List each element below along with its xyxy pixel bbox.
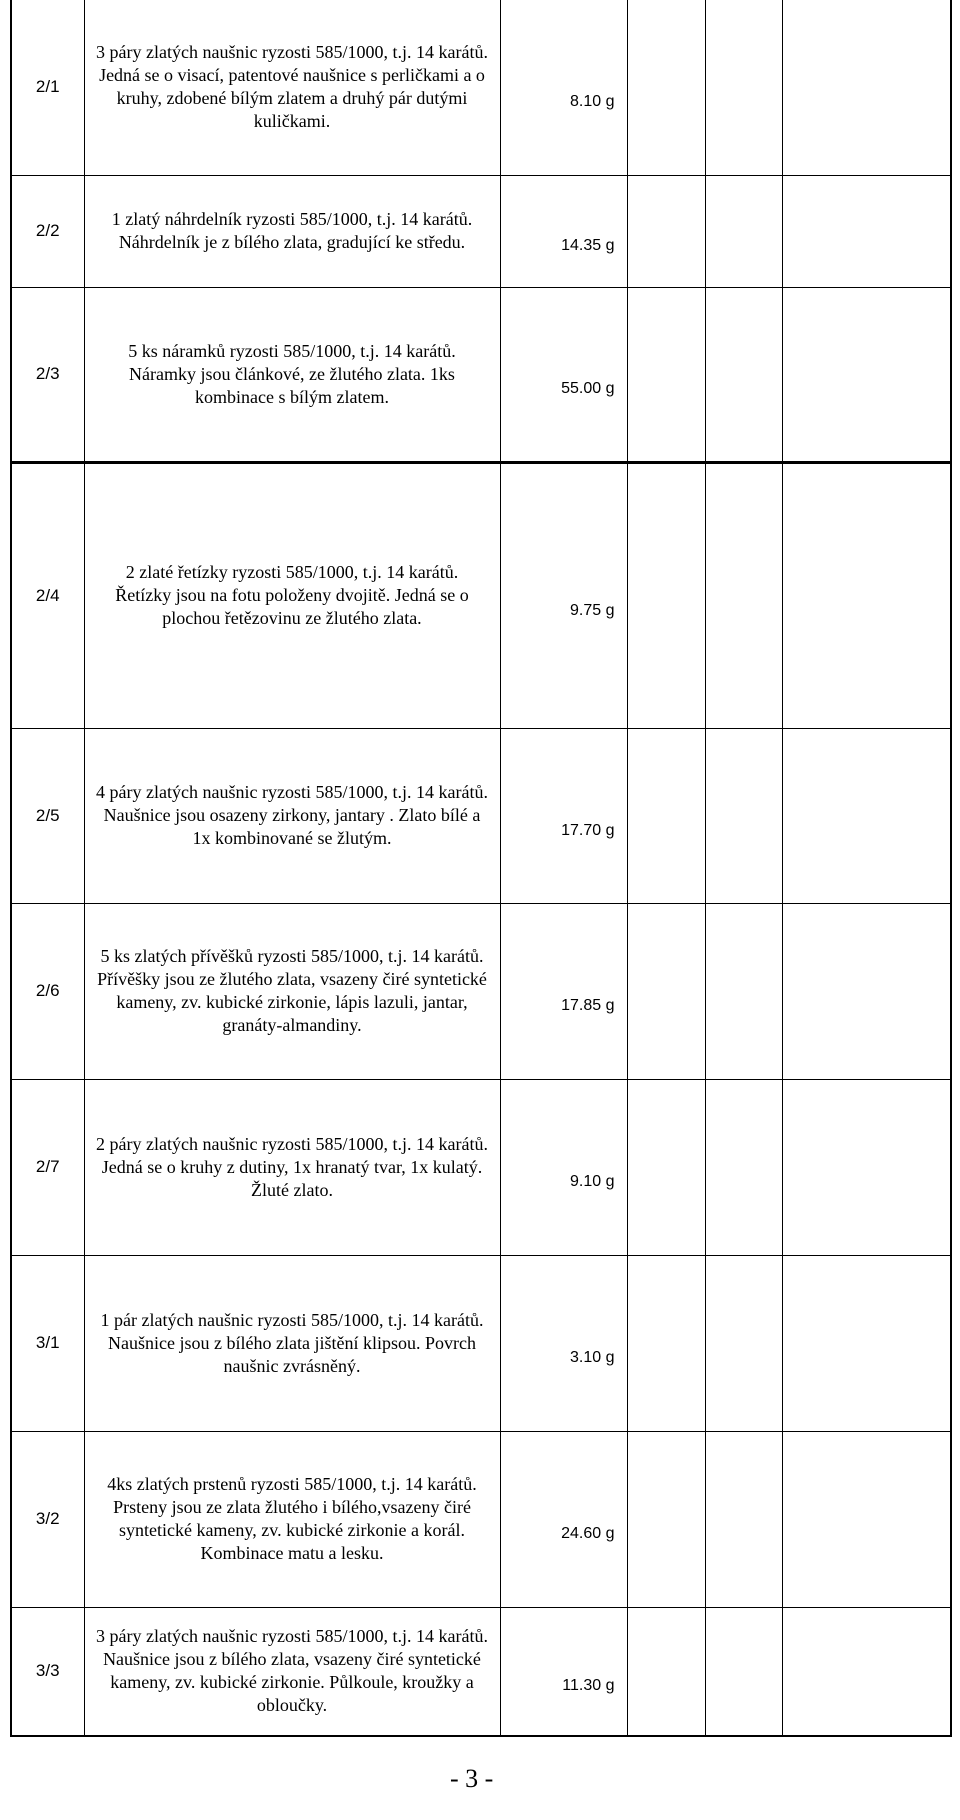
description-line: 5 ks zlatých přívěšků ryzosti 585/1000, t.j. 14 karátů. — [100, 946, 484, 966]
description-line: Naušnice jsou osazeny zirkony, jantary . Zlato bílé a — [103, 805, 481, 825]
item-weight: 3.10 g — [500, 1255, 627, 1431]
empty-cell — [705, 0, 782, 175]
item-id: 2/6 — [11, 903, 84, 1079]
empty-cell — [705, 1607, 782, 1736]
table-row — [11, 728, 951, 903]
table-row — [11, 903, 951, 1079]
empty-cell — [627, 903, 705, 1079]
item-description — [84, 1079, 500, 1255]
empty-cell — [627, 728, 705, 903]
description-line: Jedná se o kruhy z dutiny, 1x hranatý tvar, 1x kulatý. — [101, 1156, 483, 1177]
empty-cell — [782, 903, 951, 1079]
description-line: 3 páry zlatých naušnic ryzosti 585/1000, t.j. 14 karátů. — [96, 1626, 488, 1647]
description-line: 2 zlaté řetízky ryzosti 585/1000, t.j. 14 karátů. — [125, 562, 459, 582]
empty-cell — [705, 1431, 782, 1607]
description-line: naušnic zvrásněný. — [223, 1355, 361, 1376]
description-line: Řetízky jsou na fotu položeny dvojitě. Jedná se o — [115, 585, 469, 605]
description-line: 2 páry zlatých naušnic ryzosti 585/1000, t.j. 14 karátů. — [96, 1133, 488, 1154]
empty-cell — [782, 462, 951, 728]
empty-cell — [782, 0, 951, 175]
item-weight: 17.85 g — [500, 903, 627, 1079]
empty-cell — [782, 728, 951, 903]
empty-cell — [705, 1079, 782, 1255]
empty-cell — [705, 287, 782, 462]
description-line: granáty-almandiny. — [222, 1015, 362, 1035]
table-row — [11, 175, 951, 287]
description-line: Přívěšky jsou ze žlutého zlata, vsazeny čiré syntetické — [97, 969, 487, 989]
empty-cell — [627, 1607, 705, 1736]
table-row — [11, 1431, 951, 1607]
empty-cell — [705, 175, 782, 287]
table-row — [11, 1079, 951, 1255]
item-weight: 14.35 g — [500, 175, 627, 287]
item-weight: 17.70 g — [500, 728, 627, 903]
description-line: 1 pár zlatých naušnic ryzosti 585/1000, t.j. 14 karátů. — [100, 1309, 484, 1330]
description-line: Naušnice jsou z bílého zlata, vsazeny čiré syntetické — [103, 1649, 481, 1670]
empty-cell — [705, 903, 782, 1079]
item-description — [84, 1255, 500, 1431]
empty-cell — [705, 462, 782, 728]
item-description — [84, 0, 500, 175]
description-line: kruhy, zdobené bílým zlatem a druhý pár dutými — [116, 88, 468, 109]
item-weight: 55.00 g — [500, 287, 627, 462]
description-line: Naušnice jsou z bílého zlata jištění klipsou. Povrch — [108, 1332, 476, 1353]
item-description — [84, 175, 500, 287]
empty-cell — [782, 1607, 951, 1736]
description-line: Prsteny jsou ze zlata žlutého i bílého,vsazeny čiré — [113, 1497, 471, 1517]
description-line: Jedná se o visací, patentové naušnice s perličkami a o — [99, 65, 485, 86]
item-id: 3/2 — [11, 1431, 84, 1607]
item-description — [84, 1607, 500, 1736]
item-weight: 9.75 g — [500, 462, 627, 728]
item-weight: 11.30 g — [500, 1607, 627, 1736]
empty-cell — [782, 175, 951, 287]
description-line: Žluté zlato. — [251, 1179, 333, 1200]
description-line: kuličkami. — [253, 111, 331, 132]
description-line: plochou řetězovinu ze žlutého zlata. — [162, 608, 422, 628]
table-row — [11, 287, 951, 462]
table-row — [11, 1255, 951, 1431]
item-weight: 24.60 g — [500, 1431, 627, 1607]
items-table — [10, 0, 952, 1737]
empty-cell — [627, 462, 705, 728]
empty-cell — [627, 175, 705, 287]
item-id: 2/7 — [11, 1079, 84, 1255]
item-description — [84, 462, 500, 728]
item-id: 3/1 — [11, 1255, 84, 1431]
item-id: 2/1 — [11, 0, 84, 175]
description-line: Náhrdelník je z bílého zlata, gradující ke středu. — [118, 232, 466, 252]
empty-cell — [627, 0, 705, 175]
page-number: - 3 - — [450, 1764, 494, 1793]
empty-cell — [782, 1431, 951, 1607]
description-line: kombinace s bílým zlatem. — [195, 386, 389, 407]
description-line: 4 páry zlatých naušnic ryzosti 585/1000, t.j. 14 karátů. — [96, 782, 488, 802]
empty-cell — [782, 1079, 951, 1255]
empty-cell — [627, 1079, 705, 1255]
description-line: kameny, zv. kubické zirkonie. Půlkoule, kroužky a — [110, 1672, 474, 1693]
empty-cell — [782, 1255, 951, 1431]
table-row — [11, 1607, 951, 1736]
inventory-sheet — [10, 0, 950, 1737]
empty-cell — [782, 287, 951, 462]
item-id: 2/5 — [11, 728, 84, 903]
item-description — [84, 287, 500, 462]
item-weight: 8.10 g — [500, 0, 627, 175]
description-line: Náramky jsou článkové, ze žlutého zlata. 1ks — [129, 363, 455, 384]
empty-cell — [705, 1255, 782, 1431]
description-line: kameny, zv. kubické zirkonie, lápis lazuli, jantar, — [116, 992, 468, 1012]
table-row — [11, 0, 951, 175]
item-id: 2/4 — [11, 462, 84, 728]
description-line: 1 zlatý náhrdelník ryzosti 585/1000, t.j. 14 karátů. — [111, 209, 473, 229]
description-line: 3 páry zlatých naušnic ryzosti 585/1000, t.j. 14 karátů. — [96, 42, 488, 63]
description-line: 4ks zlatých prstenů ryzosti 585/1000, t.j. 14 karátů. — [107, 1474, 477, 1494]
item-description — [84, 728, 500, 903]
empty-cell — [627, 1431, 705, 1607]
empty-cell — [627, 287, 705, 462]
description-line: Kombinace matu a lesku. — [200, 1543, 384, 1563]
item-id: 2/3 — [11, 287, 84, 462]
item-id: 2/2 — [11, 175, 84, 287]
table-row — [11, 462, 951, 728]
empty-cell — [627, 1255, 705, 1431]
description-line: obloučky. — [256, 1695, 328, 1716]
item-description — [84, 903, 500, 1079]
item-description — [84, 1431, 500, 1607]
empty-cell — [705, 728, 782, 903]
description-line: syntetické kameny, zv. kubické zirkonie a korál. — [118, 1520, 466, 1540]
item-weight: 9.10 g — [500, 1079, 627, 1255]
description-line: 5 ks náramků ryzosti 585/1000, t.j. 14 karátů. — [128, 340, 456, 361]
description-line: 1x kombinované se žlutým. — [192, 828, 392, 848]
item-id: 3/3 — [11, 1607, 84, 1736]
